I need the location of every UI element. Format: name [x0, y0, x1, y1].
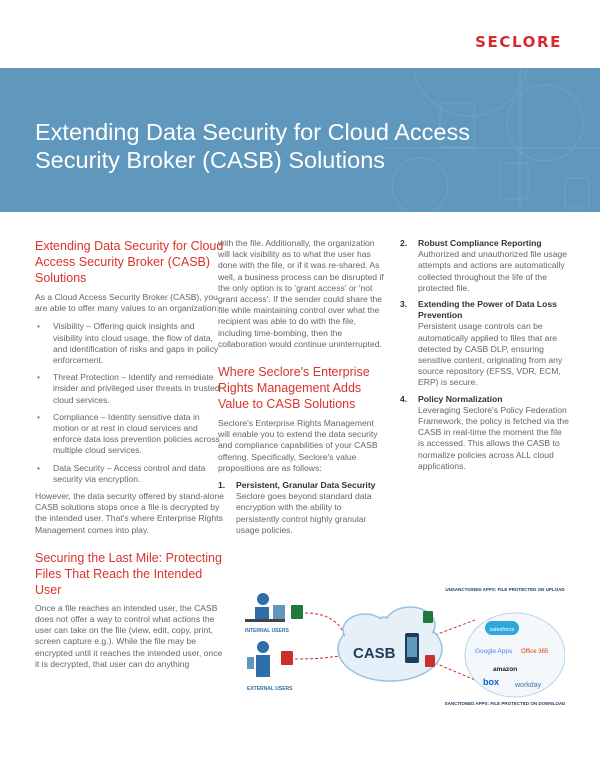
list-item: • Threat Protection – Identify and remediate insider and privileged user threats in trusted cloud services.	[35, 372, 225, 406]
last-mile-paragraph: Once a file reaches an intended user, the CASB does not offer a way to control what actions the user can take on the file (view, edit, copy, print, screen capture e.g.). While the file may be encrypted until it reaches the intended user, once it is decrypted, that user can do anything	[35, 602, 223, 669]
data-security-paragraph: However, the data security offered by stand-alone CASB solutions stops once a file is decrypted by the intended user. That's where Enterprise Rights Management comes into play.	[35, 491, 225, 535]
casb-diagram	[225, 585, 565, 710]
internal-users-label: INTERNAL USERS	[245, 628, 289, 634]
title-banner	[0, 68, 600, 212]
casb-label: CASB	[353, 645, 396, 662]
list-item	[400, 238, 570, 294]
list-item: • Compliance – Identity sensitive data in motion or at rest in cloud services and enforce data loss prevention policies across multiple cloud services.	[35, 412, 225, 457]
pdf-file-icon	[425, 655, 435, 667]
list-item	[400, 394, 570, 472]
continued-paragraph: with the file. Additionally, the organization will lack visibility as to what the user has done with the file, or if it was re-shared. As well, a business process can be disrupted if the only option is to 'grant access' or 'not grant access'. If the sender could share the file while maintaining control over what the recipient was able to do with the file, including time-bombing, then the collaboration would continue uninterrupted.	[218, 238, 384, 349]
value-list-2	[400, 238, 570, 472]
section-heading-casb: Extending Data Security for Cloud Access Security Broker (CASB) Solutions	[35, 239, 224, 285]
item-number: 2.	[400, 238, 408, 248]
value-list-1	[218, 480, 386, 536]
internal-user-icon	[245, 593, 285, 622]
list-item: • Visibility – Offering quick insights and visibility into cloud usage, the flow of data, and identification of risks and gaps in policy enforcement.	[35, 321, 225, 366]
external-user-icon	[247, 641, 270, 677]
item-number: 1.	[218, 480, 226, 491]
page-title: Extending Data Security for Cloud Access Security Broker (CASB) Solutions	[35, 119, 470, 173]
section-heading-last-mile: Securing the Last Mile: Protecting Files That Reach the Intended User	[35, 550, 222, 597]
external-users-label: EXTERNAL USERS	[247, 686, 293, 692]
item-title: Policy Normalization	[418, 393, 503, 404]
sanctioned-label: SANCTIONED APPS: FILE PROTECTED ON DOWNLOAD	[444, 701, 565, 706]
column-2	[218, 238, 386, 541]
item-text: Authorized and unauthorized file usage attempts and actions are automatically collected throughout the life of the protected file.	[418, 249, 568, 293]
item-number: 3.	[400, 299, 408, 310]
item-text: Persistent usage controls can be automatically applied to files that are detected by CASB DLP, ensuring sensitive content, originating from any source repository (EFSS, VDR, ECM, ERP) is secure.	[418, 321, 563, 388]
value-bullet-list	[35, 321, 225, 485]
item-title: Persistent, Granular Data Security	[236, 480, 376, 491]
app-workday: workday	[515, 682, 542, 689]
intro-paragraph: As a Cloud Access Security Broker (CASB), you are able to offer many values to an organization:	[35, 292, 219, 314]
app-amazon: amazon	[493, 666, 518, 673]
excel-file-icon	[291, 605, 303, 619]
value-intro-paragraph: Seclore's Enterprise Rights Management will enable you to extend the data security and compliance capabilities of your CASB offering. Specifically, Seclore's value propositions are as follows:	[218, 418, 378, 473]
item-title: Extending the Power of Data Loss Prevention	[418, 299, 557, 321]
pdf-file-icon	[281, 651, 293, 665]
list-item: • Data Security – Access control and data security via encryption.	[35, 463, 225, 485]
app-box: box	[483, 677, 500, 687]
item-text: Leveraging Seclore's Policy Federation Framework, the policy is fetched via the CASB in real-time the moment the file is accessed. This allows the CASB to normalize policies across ALL cloud applications.	[418, 404, 569, 471]
column-3	[400, 238, 570, 477]
section-heading-seclore-value: Where Seclore's Enterprise Rights Management Adds Value to CASB Solutions	[218, 365, 370, 412]
excel-file-icon	[423, 611, 433, 623]
list-item	[400, 299, 570, 389]
app-office365: Office 365	[521, 649, 549, 655]
app-google: Google Apps	[475, 648, 513, 655]
column-1	[35, 238, 225, 670]
item-title: Robust Compliance Reporting	[418, 238, 542, 248]
seclore-logo: SECLORE	[475, 33, 562, 51]
item-number: 4.	[400, 393, 408, 404]
list-item	[218, 480, 386, 536]
unsanctioned-label: UNSANCTIONED APPS: FILE PROTECTED ON UPLOAD	[445, 587, 565, 592]
item-text: Seclore goes beyond standard data encryption with the ability to persistently control highly granular usage policies.	[236, 491, 372, 535]
app-salesforce: salesforce	[489, 627, 515, 633]
